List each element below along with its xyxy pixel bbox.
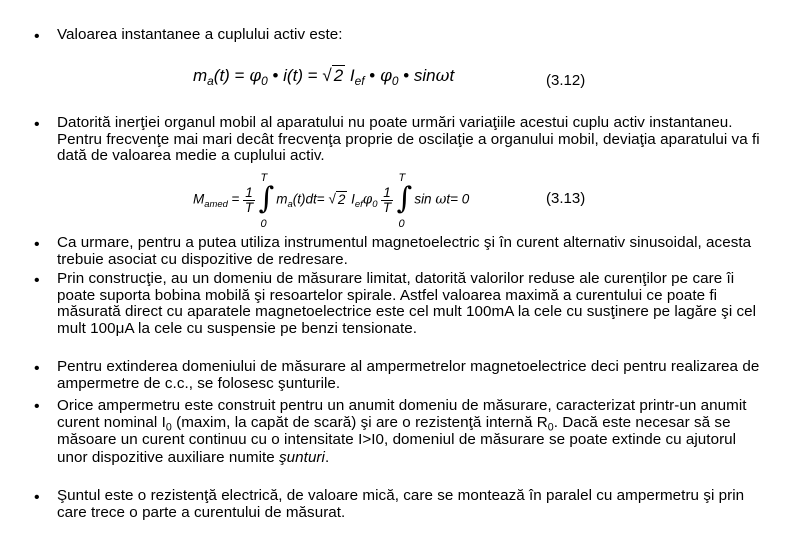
p6-sub-0-2: 0 bbox=[547, 421, 554, 434]
eq2-sub-amed: amed bbox=[204, 198, 228, 210]
eq-equals-2: = bbox=[302, 66, 323, 85]
p6-text-1: Orice ampermetru este construit pentru un anumit domeniu de măsurare, caracterizat printr-un anumit curent nominal I bbox=[57, 397, 747, 432]
eq2-sqrt bbox=[328, 191, 347, 207]
bullet-marker: • bbox=[34, 236, 40, 253]
bullet-marker: • bbox=[34, 360, 40, 377]
eq-dot: • bbox=[267, 66, 284, 85]
eq2-sub-0: 0 bbox=[372, 198, 378, 210]
eq2-fraction-2 bbox=[381, 186, 393, 215]
eq2-m: m bbox=[276, 191, 288, 207]
eq2-tdt: (t)dt bbox=[292, 191, 317, 207]
eq-phi: φ bbox=[249, 66, 262, 86]
eq2-integral-1 bbox=[258, 172, 275, 230]
eq-sqrt bbox=[322, 65, 345, 85]
frac-denominator: T bbox=[244, 199, 254, 215]
paragraph-6 bbox=[57, 397, 769, 466]
eq-dot-3: • bbox=[398, 66, 414, 85]
equation-number-3-13: (3.13) bbox=[546, 190, 586, 207]
paragraph-7: Şuntul este o rezistenţă electrică, de valoare mică, care se montează în paralel cu ampermetru şi prin care trece o parte a curentului de măsurat. bbox=[57, 487, 745, 521]
eq2-M: M bbox=[193, 191, 205, 207]
paragraph-4: Prin construcţie, au un domeniu de măsurare limitat, datorită valorilor reduse ale curenţilor pe care îi poate suporta bobina mobilă şi resoartelor spirale. Astfel valoarea maximă a curentului ce poate fi măsurată direct cu aparatele magnetoelectrice este cel mult 100mA la cele cu susţinere pe lagăre şi cel mult 100μA la cele cu suspensie pe benzi tensionate. bbox=[57, 270, 757, 337]
p6-end: . bbox=[324, 448, 330, 466]
eq-omega: ω bbox=[435, 66, 450, 86]
eq2-t-zero: t= 0 bbox=[446, 191, 470, 207]
eq-symbol-m: m bbox=[193, 66, 208, 85]
equation-3-13 bbox=[193, 172, 470, 230]
frac-numerator: 1 bbox=[245, 184, 253, 200]
eq2-omega: ω bbox=[435, 191, 447, 208]
p6-text-3: . Dacă este necesar să se măsoare un curent continuu cu o intensitate I>I0, domeniul de măsurare se poate extinde cu ajutorul unor dispozitive auxiliare numite bbox=[57, 414, 737, 466]
bullet-marker: • bbox=[34, 489, 40, 506]
bullet-marker: • bbox=[34, 116, 40, 133]
integral-sign: ∫ bbox=[396, 181, 413, 216]
eq2-sub-ef: ef bbox=[354, 198, 363, 210]
eq2-sub-a: a bbox=[287, 198, 293, 210]
eq-phi-2: φ bbox=[379, 66, 392, 86]
eq2-integral-2 bbox=[396, 172, 413, 230]
bullet-marker: • bbox=[34, 28, 40, 45]
integral-sign: ∫ bbox=[258, 181, 275, 216]
eq-dot-2: • bbox=[364, 66, 380, 85]
eq2-phi: φ bbox=[362, 191, 373, 208]
eq2-sin: sin bbox=[414, 191, 436, 207]
eq-equals: = bbox=[229, 66, 250, 85]
eq-arg-t: (t) bbox=[213, 66, 230, 85]
eq-sin: sin bbox=[413, 66, 436, 85]
paragraph-5: Pentru extinderea domeniului de măsurare al ampermetrelor magnetoelectrice deci pentru realizarea de ampermetre de c.c., se folosesc şunturile. bbox=[57, 358, 760, 392]
bullet-marker: • bbox=[34, 398, 40, 415]
paragraph-1: Valoarea instantanee a cuplului activ este: bbox=[57, 26, 343, 43]
p6-sub-0: 0 bbox=[165, 421, 172, 434]
sqrt-sign: √ bbox=[322, 66, 332, 85]
integral-lower-limit: 0 bbox=[260, 218, 267, 230]
integral-upper-limit: T bbox=[398, 172, 406, 184]
paragraph-2: Datorită inerţiei organul mobil al aparatului nu poate urmări variaţiile acestui cuplu activ instantaneu. Pentru frecvenţe mai mari decât frecvenţa proprie de oscilaţie a organului mobil, deviaţia aparatului va fi dată de valoarea medie a cuplului activ. bbox=[57, 114, 760, 165]
eq-current: i(t) bbox=[283, 66, 303, 85]
frac-denominator: T bbox=[382, 199, 392, 215]
paragraph-3: Ca urmare, pentru a putea utiliza instrumentul magnetoelectric şi în curent alternativ sinusoidal, acesta trebuie asociat cu dispozitive de redresare. bbox=[57, 234, 752, 268]
eq2-I: I bbox=[351, 191, 355, 207]
p6-text-2: (maxim, la capăt de scară) şi are o rezistenţă internă R bbox=[171, 414, 548, 432]
sqrt-sign: √ bbox=[328, 191, 336, 207]
eq-sub-0: 0 bbox=[261, 74, 268, 89]
eq2-equals: = bbox=[227, 191, 244, 207]
integral-lower-limit: 0 bbox=[398, 218, 405, 230]
eq2-fraction-1 bbox=[243, 186, 255, 215]
sqrt-radicand: 2 bbox=[337, 191, 346, 207]
eq-subscript-a: a bbox=[207, 74, 214, 89]
eq-t: t bbox=[449, 66, 455, 85]
eq-sub-ef: ef bbox=[354, 74, 365, 89]
bullet-marker: • bbox=[34, 272, 40, 289]
eq-sub-0-2: 0 bbox=[391, 74, 399, 89]
integral-upper-limit: T bbox=[260, 172, 268, 184]
p6-emphasis: şunturi bbox=[279, 448, 325, 466]
eq2-equals-2: = bbox=[316, 191, 329, 207]
equation-number-3-12: (3.12) bbox=[546, 72, 586, 89]
eq-I: I bbox=[349, 66, 355, 85]
sqrt-radicand: 2 bbox=[333, 66, 344, 85]
equation-3-12 bbox=[193, 66, 455, 89]
frac-numerator: 1 bbox=[383, 184, 391, 200]
